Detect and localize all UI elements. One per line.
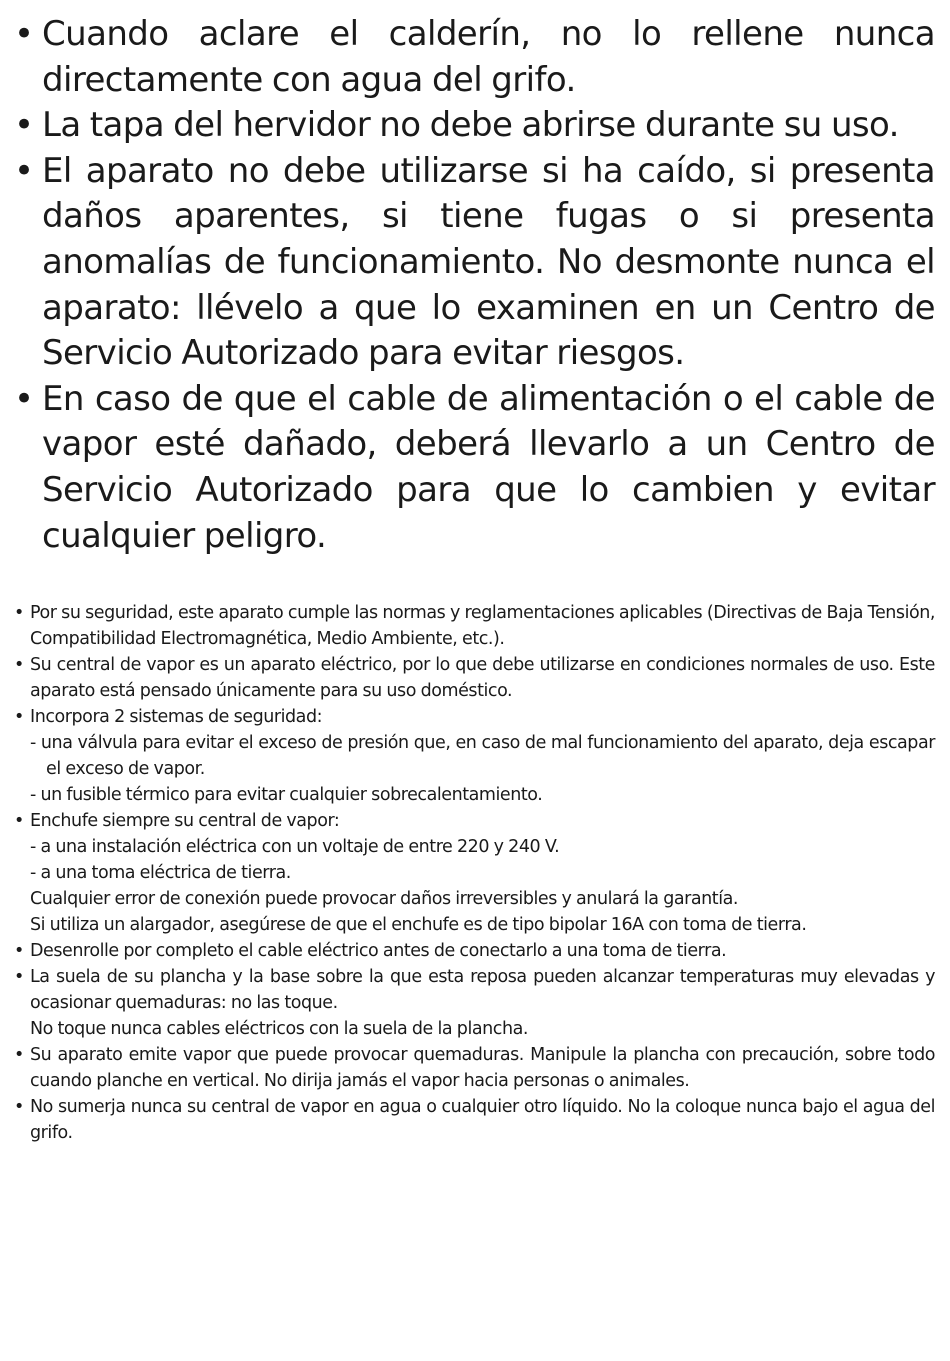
bullet-icon: • bbox=[14, 941, 24, 961]
large-warning-text: El aparato no debe utilizarse si ha caído, si presenta daños aparentes, si tiene fugas o si presenta anomalías de funcionamiento. No desmonte nunca el aparato: llévelo a que lo examinen en un Centro de Servicio Autorizado para evitar riesgos. bbox=[42, 150, 935, 374]
bullet-icon: • bbox=[14, 1045, 24, 1065]
safety-text: Su central de vapor es un aparato eléctrico, por lo que debe utilizarse en condiciones normales de uso. Este aparato está pensado únicamente para su uso doméstico. bbox=[30, 655, 935, 701]
safety-item bbox=[14, 704, 935, 808]
safety-item bbox=[14, 938, 935, 964]
bullet-icon: • bbox=[14, 14, 34, 54]
safety-text: Enchufe siempre su central de vapor: bbox=[30, 811, 340, 831]
safety-text: Por su seguridad, este aparato cumple las normas y reglamentaciones aplicables (Directivas de Baja Tensión, Compatibilidad Electromagnética, Medio Ambiente, etc.). bbox=[30, 603, 935, 649]
bullet-icon: • bbox=[14, 967, 24, 987]
bullet-icon: • bbox=[14, 603, 24, 623]
bullet-icon: • bbox=[14, 105, 34, 146]
bullet-icon: • bbox=[14, 655, 24, 675]
safety-text: Su aparato emite vapor que puede provocar quemaduras. Manipule la plancha con precaución, sobre todo cuando planche en vertical. No dirija jamás el vapor hacia personas o animales. bbox=[30, 1045, 935, 1091]
safety-item bbox=[14, 1094, 935, 1146]
safety-item bbox=[14, 1042, 935, 1094]
large-warning-item bbox=[14, 377, 935, 559]
safety-item bbox=[14, 808, 935, 938]
safety-item bbox=[14, 652, 935, 704]
large-warning-text: En caso de que el cable de alimentación o el cable de vapor esté dañado, deberá llevarlo a un Centro de Servicio Autorizado para que lo cambien y evitar cualquier peligro. bbox=[42, 378, 935, 556]
safety-subitem: - una válvula para evitar el exceso de presión que, en caso de mal funcionamiento del aparato, deja escapar el exceso de vapor. bbox=[30, 733, 935, 779]
large-print-warnings bbox=[14, 12, 935, 559]
large-warning-item bbox=[14, 12, 935, 103]
bullet-icon: • bbox=[14, 707, 24, 727]
safety-note: Si utiliza un alargador, asegúrese de que el enchufe es de tipo bipolar 16A con toma de tierra. bbox=[30, 915, 807, 935]
large-warning-item bbox=[14, 149, 935, 377]
safety-subitem: - un fusible térmico para evitar cualquier sobrecalentamiento. bbox=[30, 785, 543, 805]
bullet-icon: • bbox=[14, 1097, 24, 1117]
safety-item bbox=[14, 600, 935, 652]
safety-instructions-list bbox=[14, 600, 935, 1146]
safety-note: No toque nunca cables eléctricos con la suela de la plancha. bbox=[30, 1019, 528, 1039]
large-warning-text: La tapa del hervidor no debe abrirse durante su uso. bbox=[42, 105, 899, 146]
large-warning-text: Cuando aclare el calderín, no lo rellene nunca directamente con agua del grifo. bbox=[42, 14, 935, 100]
large-warning-item bbox=[14, 103, 935, 149]
safety-text: La suela de su plancha y la base sobre la que esta reposa pueden alcanzar temperaturas muy elevadas y ocasionar quemaduras: no las toque. bbox=[30, 967, 935, 1013]
bullet-icon: • bbox=[14, 811, 24, 831]
safety-text: Incorpora 2 sistemas de seguridad: bbox=[30, 707, 323, 727]
safety-note: Cualquier error de conexión puede provocar daños irreversibles y anulará la garantía. bbox=[30, 889, 738, 909]
safety-text: No sumerja nunca su central de vapor en agua o cualquier otro líquido. No la coloque nunca bajo el agua del grifo. bbox=[30, 1097, 935, 1143]
safety-subitem: - a una toma eléctrica de tierra. bbox=[30, 863, 291, 883]
bullet-icon: • bbox=[14, 378, 34, 419]
safety-item bbox=[14, 964, 935, 1042]
safety-subitem: - a una instalación eléctrica con un voltaje de entre 220 y 240 V. bbox=[30, 837, 560, 857]
bullet-icon: • bbox=[14, 150, 34, 191]
safety-text: Desenrolle por completo el cable eléctrico antes de conectarlo a una toma de tierra. bbox=[30, 941, 727, 961]
